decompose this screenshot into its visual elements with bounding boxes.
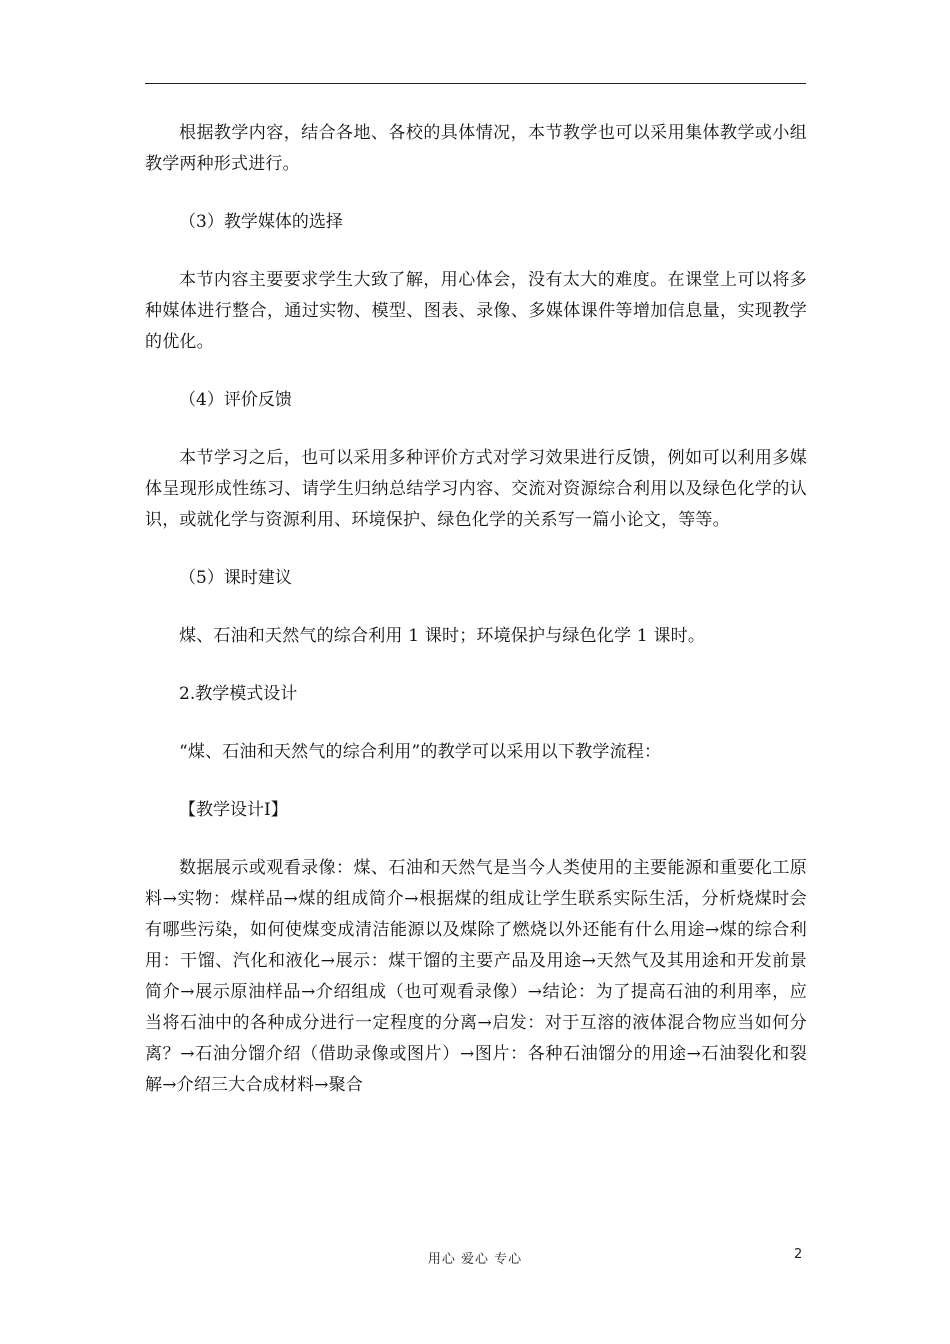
page-number: 2 [794,1247,803,1262]
paragraph-class-hours: 煤、石油和天然气的综合利用 1 课时；环境保护与绿色化学 1 课时。 [179,626,706,646]
heading-teaching-design-1: 【教学设计Ⅰ】 [179,800,288,820]
header-rule [145,83,806,84]
paragraph-evaluation-feedback: 本节学习之后，也可以采用多种评价方式对学习效果进行反馈，例如可以利用多媒体呈现形成性练习、请学生归纳总结学习内容、交流对资源综合利用以及绿色化学的认识，或就化学与资源利用、环境保护、绿色化学的关系写一篇小论文，等等。 [145,448,807,530]
heading-media-selection: （3）教学媒体的选择 [179,212,343,232]
heading-class-hours: （5）课时建议 [179,568,292,588]
heading-evaluation-feedback: （4）评价反馈 [179,390,292,410]
paragraph-media-selection: 本节内容主要要求学生大致了解，用心体会，没有太大的难度。在课堂上可以将多种媒体进行整合，通过实物、模型、图表、录像、多媒体课件等增加信息量，实现教学的优化。 [145,270,807,352]
paragraph-teaching-design-1: 数据展示或观看录像：煤、石油和天然气是当今人类使用的主要能源和重要化工原料→实物：煤样品→煤的组成简介→根据煤的组成让学生联系实际生活，分析烧煤时会有哪些污染，如何使煤变成清洁能源以及煤除了燃烧以外还能有什么用途→煤的综合利用：干馏、汽化和液化→展示：煤干馏的主要产品及用途→天然气及其用途和开发前景简介→展示原油样品→介绍组成（也可观看录像）→结论：为了提高石油的利用率，应当将石油中的各种成分进行一定程度的分离→启发：对于互溶的液体混合物应当如何分离？→石油分馏介绍（借助录像或图片）→图片：各种石油馏分的用途→石油裂化和裂解→介绍三大合成材料→聚合 [145,858,807,1095]
footer-slogan: 用心 爱心 专心 [427,1252,523,1267]
heading-teaching-model: 2.教学模式设计 [179,684,298,704]
page-body [145,118,807,1101]
paragraph-teaching-form: 根据教学内容，结合各地、各校的具体情况，本节教学也可以采用集体教学或小组教学两种形式进行。 [145,123,807,174]
paragraph-teaching-flow-intro: “煤、石油和天然气的综合利用”的教学可以采用以下教学流程： [179,742,662,762]
